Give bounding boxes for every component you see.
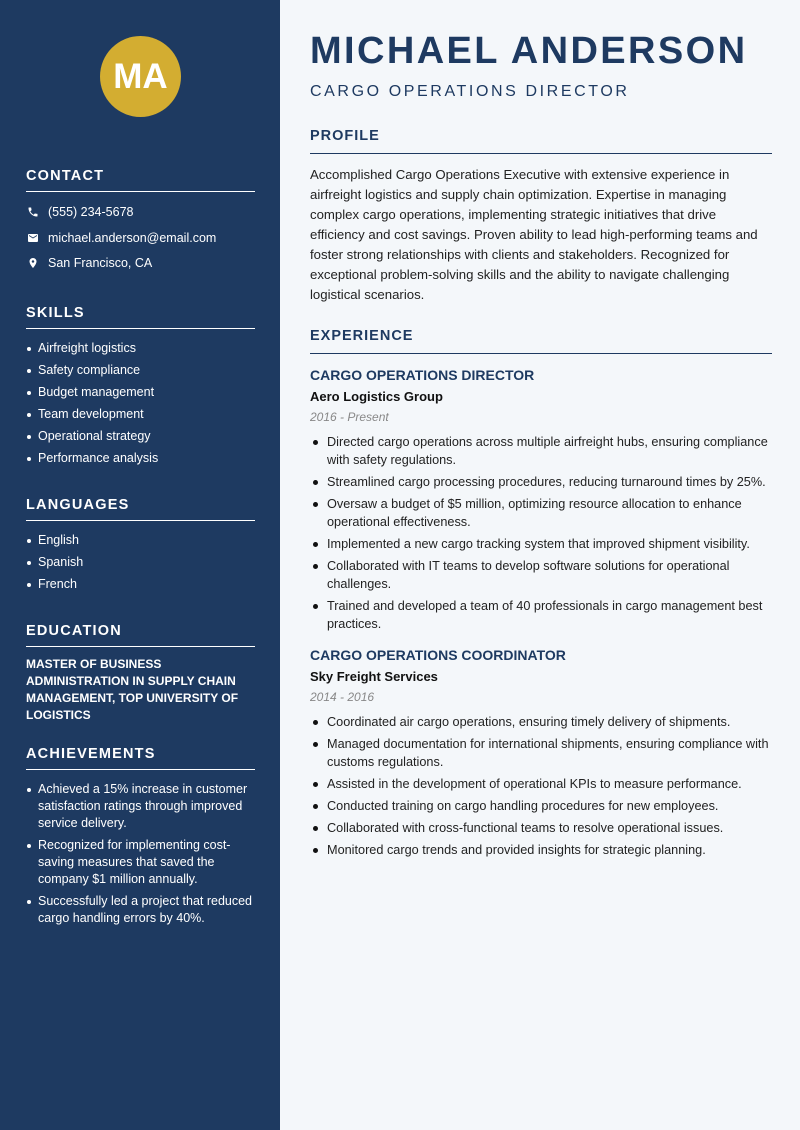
job-company: Sky Freight Services: [310, 669, 438, 684]
contact-location: [26, 254, 255, 272]
language-item: Spanish: [26, 554, 255, 571]
languages-section: [26, 497, 255, 598]
job-bullet: Monitored cargo trends and provided insights for strategic planning.: [310, 841, 772, 859]
achievement-item: Recognized for implementing cost-saving measures that saved the company $1 million annually.: [26, 837, 255, 888]
achievements-list: [26, 781, 255, 927]
skill-item: Airfreight logistics: [26, 340, 255, 357]
experience-heading: EXPERIENCE: [310, 328, 772, 354]
job-bullet: Assisted in the development of operational KPIs to measure performance.: [310, 775, 772, 793]
job-bullet: Directed cargo operations across multiple airfreight hubs, ensuring compliance with safety regulations.: [310, 433, 772, 469]
education-degree: MASTER OF BUSINESS ADMINISTRATION IN SUPPLY CHAIN MANAGEMENT, TOP UNIVERSITY OF LOGISTICS: [26, 657, 239, 722]
job-bullet: Collaborated with cross-functional teams to resolve operational issues.: [310, 819, 772, 837]
job-bullet: Streamlined cargo processing procedures, reducing turnaround times by 25%.: [310, 473, 772, 491]
job-dates: 2016 - Present: [310, 410, 389, 424]
job-dates: 2014 - 2016: [310, 690, 375, 704]
avatar: MA: [100, 36, 181, 117]
job-bullets: [310, 713, 772, 859]
phone-icon: [26, 206, 39, 219]
job-bullet: Collaborated with IT teams to develop software solutions for operational challenges.: [310, 557, 772, 593]
contact-phone: [26, 203, 255, 221]
skill-item: Safety compliance: [26, 362, 255, 379]
education-heading: EDUCATION: [26, 623, 255, 647]
achievements-heading: ACHIEVEMENTS: [26, 746, 255, 770]
skill-item: Team development: [26, 406, 255, 423]
job-bullet: Trained and developed a team of 40 professionals in cargo management best practices.: [310, 597, 772, 633]
candidate-name: MICHAEL ANDERSON: [310, 30, 748, 72]
languages-heading: LANGUAGES: [26, 497, 255, 521]
mail-icon: [26, 231, 39, 244]
profile-section: [310, 128, 772, 305]
sidebar: [0, 0, 280, 1130]
job-bullets: [310, 433, 772, 633]
job-entry: [310, 367, 772, 633]
location-text: San Francisco, CA: [48, 256, 153, 270]
contact-heading: CONTACT: [26, 168, 255, 192]
languages-list: [26, 532, 255, 593]
job-bullet: Conducted training on cargo handling procedures for new employees.: [310, 797, 772, 815]
skill-item: Budget management: [26, 384, 255, 401]
achievement-item: Successfully led a project that reduced cargo handling errors by 40%.: [26, 893, 255, 927]
education-section: [26, 623, 255, 724]
achievement-item: Achieved a 15% increase in customer satisfaction ratings through improved service delivery.: [26, 781, 255, 832]
skills-heading: SKILLS: [26, 305, 255, 329]
skills-section: [26, 305, 255, 472]
contact-email: [26, 229, 255, 247]
job-bullet: Oversaw a budget of $5 million, optimizing resource allocation to enhance operational effectiveness.: [310, 495, 772, 531]
skill-item: Operational strategy: [26, 428, 255, 445]
experience-section: [310, 328, 772, 863]
job-entry: [310, 647, 772, 859]
candidate-title: CARGO OPERATIONS DIRECTOR: [310, 83, 630, 100]
contact-section: [26, 168, 255, 272]
profile-heading: PROFILE: [310, 128, 772, 154]
phone-text: (555) 234-5678: [48, 205, 134, 219]
achievements-section: [26, 746, 255, 932]
language-item: English: [26, 532, 255, 549]
email-text: michael.anderson@email.com: [48, 230, 217, 245]
skill-item: Performance analysis: [26, 450, 255, 467]
job-company: Aero Logistics Group: [310, 389, 443, 404]
job-bullet: Implemented a new cargo tracking system that improved shipment visibility.: [310, 535, 772, 553]
language-item: French: [26, 576, 255, 593]
location-pin-icon: [26, 257, 39, 270]
job-bullet: Managed documentation for international shipments, ensuring compliance with customs regulations.: [310, 735, 772, 771]
job-role: CARGO OPERATIONS COORDINATOR: [310, 647, 566, 663]
job-role: CARGO OPERATIONS DIRECTOR: [310, 367, 535, 383]
skills-list: [26, 340, 255, 467]
profile-text: Accomplished Cargo Operations Executive with extensive experience in airfreight logistics and supply chain optimization. Expertise in managing complex cargo operations, implementing strategic initiatives that drive efficiency and cost savings. Proven ability to lead high-performing teams and foster strong relationships with clients and stakeholders. Recognized for exceptional problem-solving skills and the ability to navigate challenging logistical scenarios.: [310, 167, 758, 302]
job-bullet: Coordinated air cargo operations, ensuring timely delivery of shipments.: [310, 713, 772, 731]
